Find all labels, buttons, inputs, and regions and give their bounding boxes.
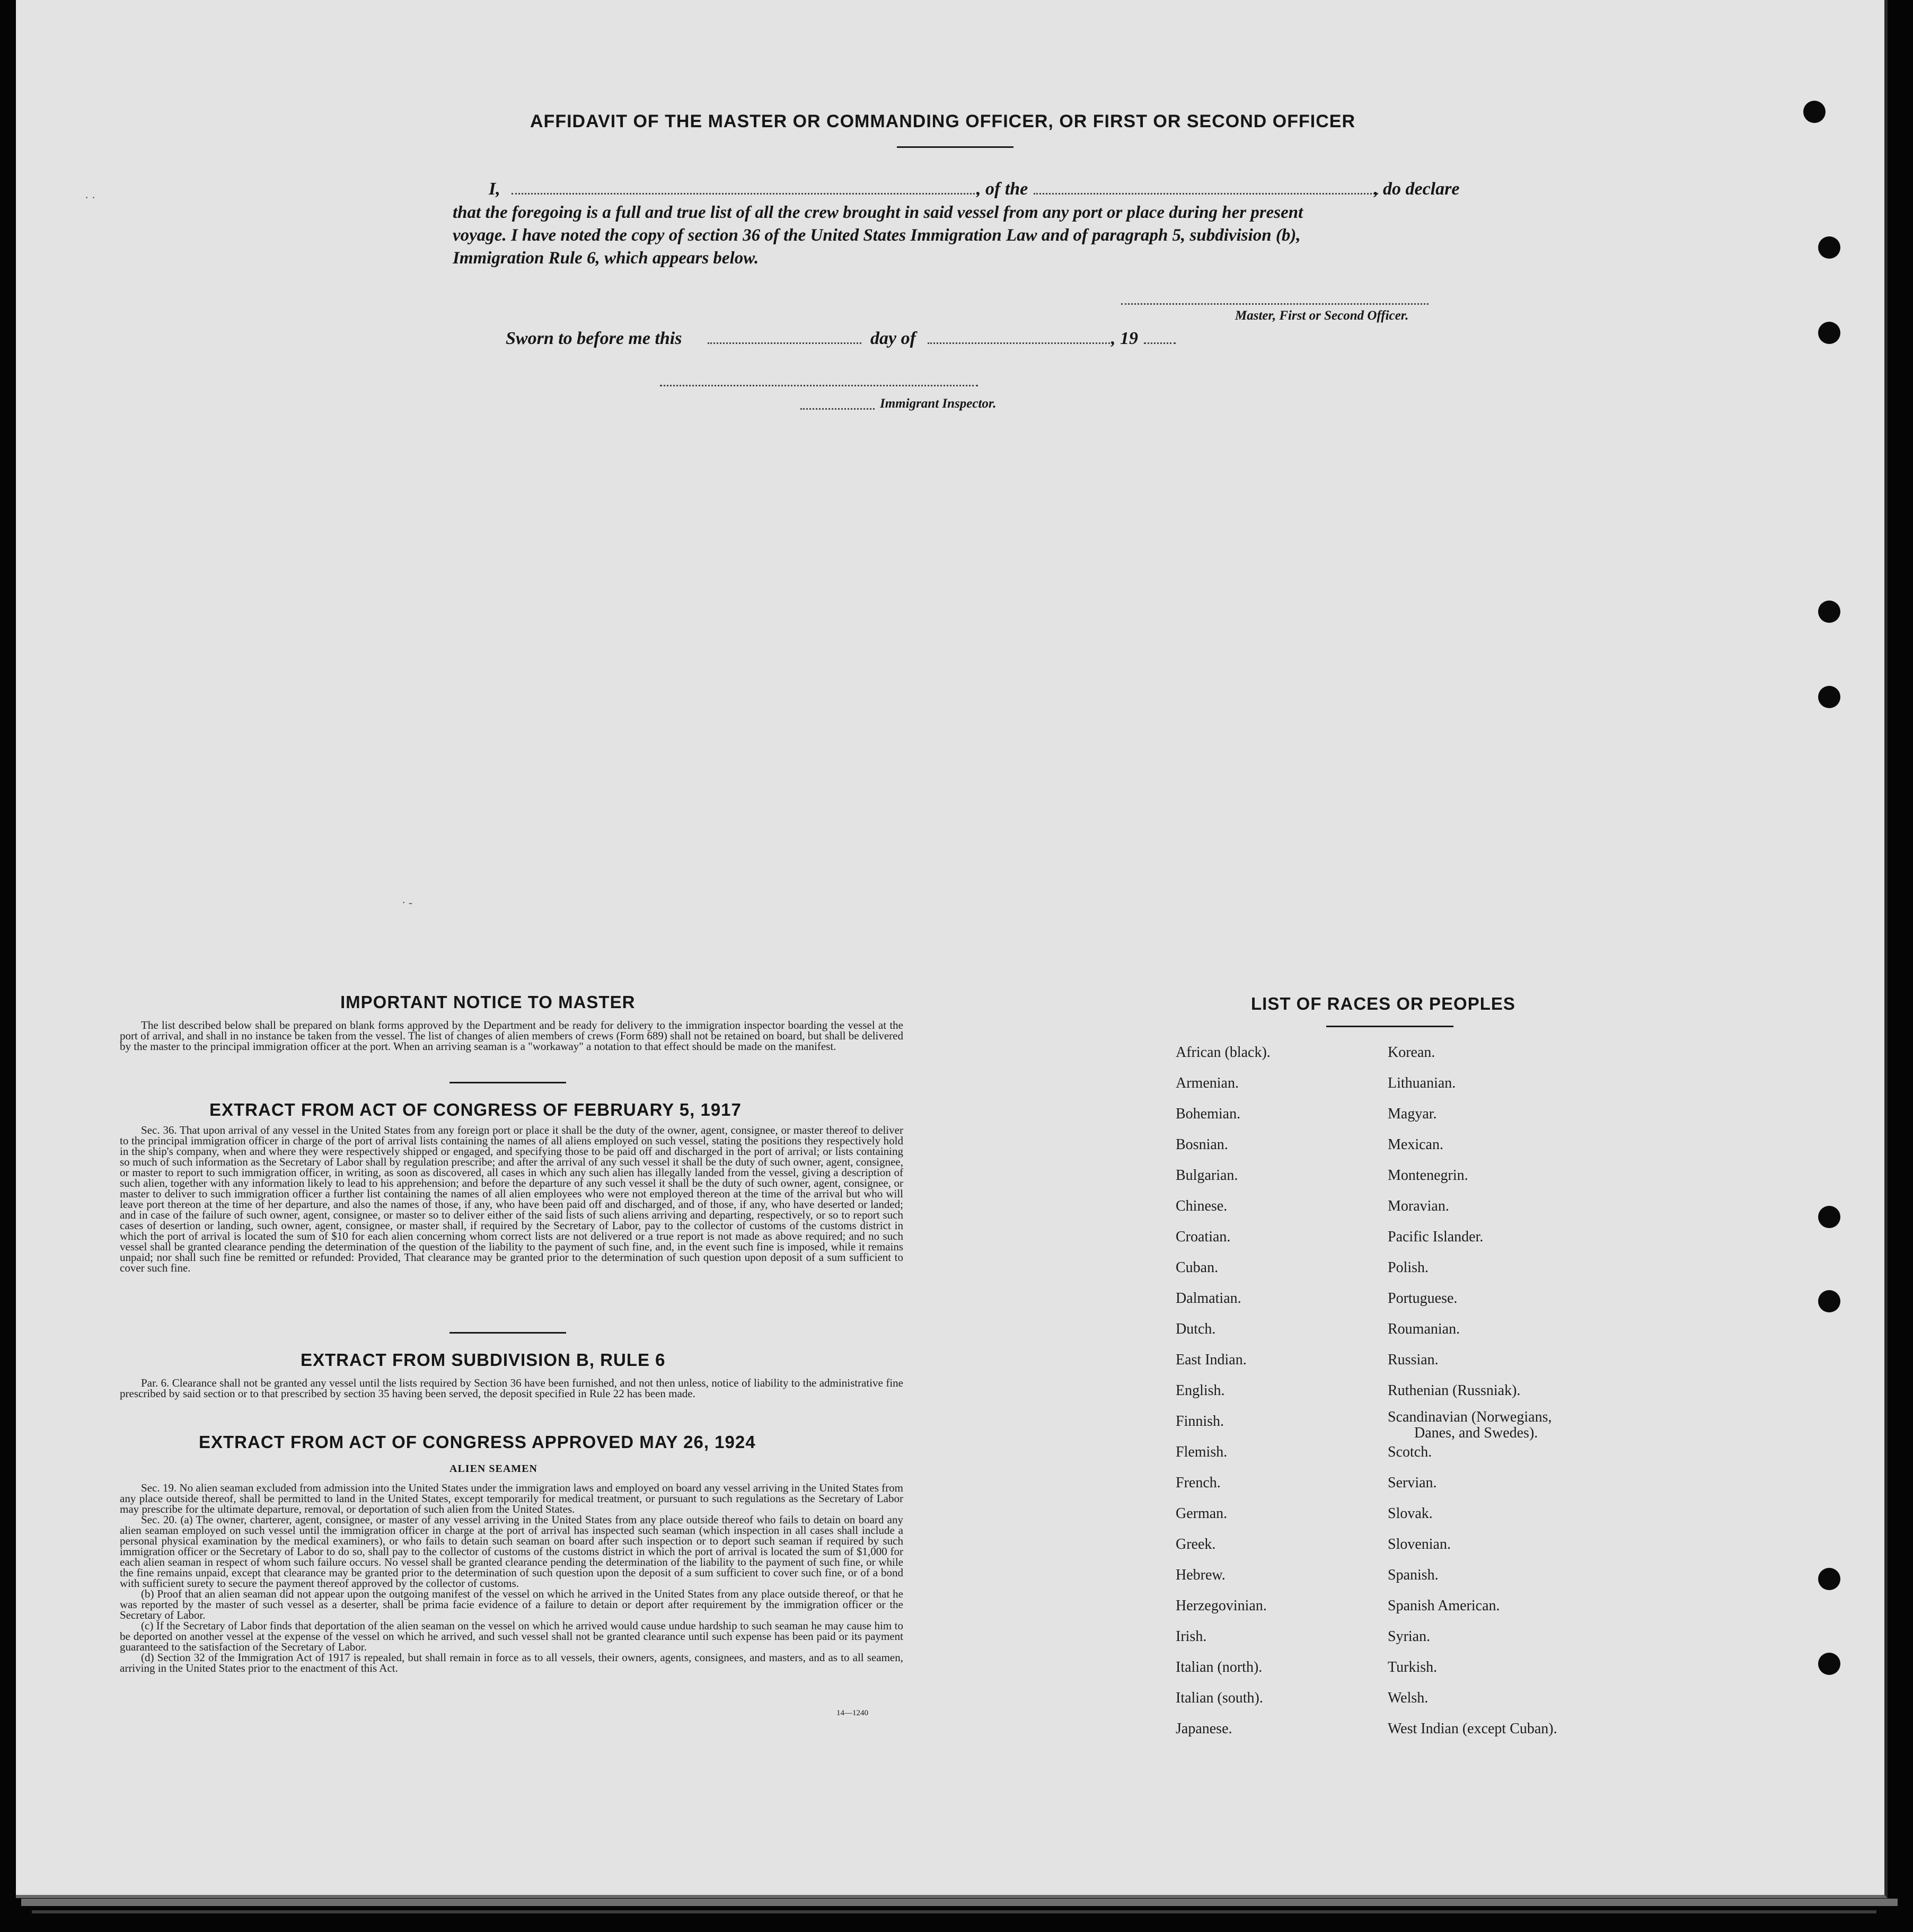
- race-item: Slovenian.: [1388, 1536, 1451, 1552]
- race-item: Japanese.: [1176, 1721, 1232, 1737]
- scan-speck: · ·: [85, 191, 96, 204]
- affidavit-line4: Immigration Rule 6, which appears below.: [453, 249, 759, 268]
- race-item: Spanish.: [1388, 1567, 1439, 1583]
- extract-rule6-text: Par. 6. Clearance shall not be granted any vessel until the lists required by Section 36 have been furnished, and not then unless, notice of liability to the administrative fine prescribed by said section or to that prescribed by section 35 having been served, the deposit specified in Rule 22 has been made.: [120, 1377, 903, 1400]
- race-item: Polish.: [1388, 1259, 1429, 1276]
- punch-hole: [1818, 686, 1840, 708]
- sworn-a: Sworn to before me this: [506, 329, 682, 348]
- notice-title: IMPORTANT NOTICE TO MASTER: [340, 992, 636, 1012]
- punch-hole: [1803, 101, 1826, 123]
- race-item: Spanish American.: [1388, 1598, 1500, 1614]
- race-item: Portuguese.: [1388, 1290, 1458, 1307]
- punch-hole: [1818, 322, 1840, 344]
- name-blank: [512, 193, 978, 195]
- race-item: Greek.: [1176, 1536, 1216, 1552]
- affidavit-title: AFFIDAVIT OF THE MASTER OR COMMANDING OFFICER, OR FIRST OR SECOND OFFICER: [530, 111, 1355, 131]
- punch-hole: [1818, 1568, 1840, 1590]
- title-divider: [897, 146, 1013, 148]
- affidavit-line3: voyage. I have noted the copy of section 36 of the United States Immigration Law and of paragraph 5, subdivision (b),: [453, 226, 1301, 245]
- race-item: Irish.: [1176, 1628, 1207, 1645]
- extract-1917-title: EXTRACT FROM ACT OF CONGRESS OF FEBRUARY 5, 1917: [209, 1100, 742, 1119]
- section-divider-1: [449, 1082, 566, 1083]
- punch-hole: [1818, 601, 1840, 623]
- race-item: Cuban.: [1176, 1259, 1219, 1276]
- race-item: Turkish.: [1388, 1659, 1438, 1675]
- race-item: Chinese.: [1176, 1198, 1228, 1214]
- race-item: West Indian (except Cuban).: [1388, 1721, 1557, 1737]
- sworn-b: day of: [870, 329, 916, 348]
- scan-edge: [32, 1910, 1876, 1913]
- extract-1917-text: Sec. 36. That upon arrival of any vessel in the United States from any foreign port or place it shall be the duty of the owner, agent, consignee, or master thereof to deliver to the principal immigration officer in charge of the port of arrival lists containing the names of all aliens employed on such vessel, stating the positions they respectively hold in the ship's company, when and where they were respectively shipped or engaged, and specifying those to be paid off and discharged in the port of arrival; or lists containing so much of such information as the Secretary of Labor shall by regulation prescribe; and after the arrival of any such vessel it shall be the duty of such owner, agent, consignee, or master to report to such immigration officer, in writing, as soon as discovered, all cases in which any such alien has illegally landed from the vessel, giving a description of such alien, together with any information likely to lead to his apprehension; and before the departure of any such vessel it shall be the duty of such owner, agent, consignee, or master to deliver to such immigration officer a further list containing the names of all alien employees who were not employed thereon at the time of the arrival but who will leave port thereon at the time of her departure, and also the names of those, if any, who have been paid off and discharged, and of those, if any, who have deserted or landed; and in case of the failure of such owner, agent, consignee, or master so to deliver either of the said lists of such aliens arriving and departing, respectively, or so to report such cases of desertion or landing, such owner, agent, consignee, or master shall, if required by the Secretary of Labor, pay to the collector of customs of the customs district in which the port of arrival is located the sum of $10 for each alien concerning whom correct lists are not delivered or a true report is not made as above required; and no such vessel shall be granted clearance pending the determination of the question of the liability to the payment of such fine, and, in the event such fine is imposed, while it remains unpaid; nor shall such fine be remitted or refunded: Provided, That clearance may be granted prior to the determination of such question upon deposit of a sum sufficient to cover such fine.: [120, 1124, 903, 1274]
- race-item: Welsh.: [1388, 1690, 1429, 1706]
- race-item: Italian (south).: [1176, 1690, 1263, 1706]
- race-item: Croatian.: [1176, 1229, 1231, 1245]
- day-blank: [708, 342, 861, 344]
- punch-hole: [1818, 1653, 1840, 1675]
- race-item: Slovak.: [1388, 1505, 1433, 1522]
- race-item: Russian.: [1388, 1352, 1439, 1368]
- year-blank: [1144, 342, 1176, 344]
- race-item: Bohemian.: [1176, 1106, 1241, 1122]
- notice-text: The list described below shall be prepared on blank forms approved by the Department and be ready for delivery to the immigration inspector boarding the vessel at the port of arrival, and shall in no instance be taken from the vessel. The list of changes of alien members of crews (Form 689) shall not be retained on board, but shall be delivered by the master to the principal immigration officer at the port. When an arriving seaman is a "workaway" a notation to that effect should be made on the manifest.: [120, 1019, 903, 1053]
- signature-label: Master, First or Second Officer.: [1235, 308, 1409, 323]
- race-item: East Indian.: [1176, 1352, 1247, 1368]
- extract-rule6-title: EXTRACT FROM SUBDIVISION B, RULE 6: [301, 1350, 666, 1370]
- affidavit-line1-b: , of the: [976, 179, 1028, 199]
- punch-hole: [1818, 1290, 1840, 1312]
- affidavit-line1-c: , do declare: [1374, 179, 1460, 199]
- extract-1924-text: Sec. 19. No alien seaman excluded from admission into the United States under the immigration laws and employed on board any vessel arriving in the United States from any place outside thereof, shall be permitted to land in the United States, except temporarily for medical treatment, or pursuant to such regulations as the Secretary of Labor may prescribe for the ultimate departure, removal, or deportation of such alien from the United States. Sec. 20. (a) The owner, charterer, agent, consignee, or master of any vessel arriving in the United States from any place outside thereof who fails to detain on board any alien seaman employed on such vessel until the immigration officer in charge at the port of arrival has inspected such seaman (which inspection in all cases shall include a personal physical examination by the medical examiners), or who fails to detain such seaman on board after such inspection or to deport such seaman if required by such immigration officer or the Secretary of Labor to do so, shall pay to the collector of customs of the customs district in which the port of arrival is located the sum of $1,000 for each alien seaman in respect of whom such failure occurs. No vessel shall be granted clearance pending the determination of the liability to the payment of such fine, or while the fine remains unpaid, except that clearance may be granted prior to the determination of such question upon the deposit of a sum sufficient to cover such fine, or of a bond with sufficient surety to secure the payment thereof approved by the collector of customs. (b) Proof that an alien seaman did not appear upon the outgoing manifest of the vessel on which he arrived in the United States from any place outside thereof, or that he was reported by the master of such vessel as a deserter, shall be prima facie evidence of a failure to detain or deport after requirement by the immigration officer or the Secretary of Labor. (c) If the Secretary of Labor finds that deportation of the alien seaman on the vessel on which he arrived would cause undue hardship to such seaman he may cause him to be deported on another vessel at the expense of the vessel on which he arrived, and such vessel shall not be granted clearance until such expense has been paid or its payment guaranteed to the satisfaction of the Secretary of Labor. (d) Section 32 of the Immigration Act of 1917 is repealed, but shall remain in force as to all vessels, their owners, agents, consignees, and masters, and as to all seamen, arriving in the United States prior to the enactment of this Act.: [120, 1481, 903, 1674]
- race-item: Dalmatian.: [1176, 1290, 1241, 1307]
- affidavit-line2: that the foregoing is a full and true list of all the crew brought in said vessel from any port or place during her present: [453, 203, 1303, 222]
- vessel-blank: [1034, 193, 1378, 195]
- signature-blank: [1121, 303, 1429, 305]
- race-item: Mexican.: [1388, 1136, 1443, 1153]
- race-item: Roumanian.: [1388, 1321, 1460, 1337]
- inspector-label: Immigrant Inspector.: [880, 396, 997, 411]
- sworn-c: , 19: [1111, 329, 1138, 348]
- race-item: Servian.: [1388, 1475, 1437, 1491]
- race-item: Magyar.: [1388, 1106, 1437, 1122]
- race-item: Ruthenian (Russniak).: [1388, 1382, 1521, 1399]
- inspector-signature-blank: [660, 385, 978, 386]
- race-item: Syrian.: [1388, 1628, 1431, 1645]
- race-item: English.: [1176, 1382, 1225, 1399]
- races-title: LIST OF RACES OR PEOPLES: [1251, 994, 1515, 1013]
- race-item: Scotch.: [1388, 1444, 1432, 1460]
- inspector-prefix-blank: [800, 408, 875, 410]
- race-item: Hebrew.: [1176, 1567, 1226, 1583]
- race-item: Bosnian.: [1176, 1136, 1228, 1153]
- race-item: Finnish.: [1176, 1413, 1224, 1430]
- race-item: Scandinavian (Norwegians,: [1388, 1409, 1552, 1425]
- scan-speck: · -: [402, 896, 413, 909]
- races-title-divider: [1326, 1026, 1453, 1027]
- race-item: Bulgarian.: [1176, 1167, 1238, 1184]
- race-item: Montenegrin.: [1388, 1167, 1468, 1184]
- race-item: French.: [1176, 1475, 1221, 1491]
- race-item: Italian (north).: [1176, 1659, 1263, 1675]
- race-item: Korean.: [1388, 1044, 1435, 1061]
- affidavit-line1-a: I,: [489, 179, 500, 199]
- extract-1924-title: EXTRACT FROM ACT OF CONGRESS APPROVED MAY 26, 1924: [199, 1432, 756, 1452]
- punch-hole: [1818, 1206, 1840, 1228]
- section-divider-2: [449, 1332, 566, 1334]
- race-item: Danes, and Swedes).: [1414, 1425, 1538, 1441]
- form-number: 14—1240: [836, 1709, 868, 1717]
- punch-hole: [1818, 236, 1840, 259]
- race-item: Flemish.: [1176, 1444, 1228, 1460]
- scan-edge: [21, 1899, 1898, 1906]
- race-item: Lithuanian.: [1388, 1075, 1456, 1091]
- race-item: Pacific Islander.: [1388, 1229, 1484, 1245]
- race-item: African (black).: [1176, 1044, 1271, 1061]
- month-blank: [928, 342, 1113, 344]
- race-item: Dutch.: [1176, 1321, 1216, 1337]
- race-item: Armenian.: [1176, 1075, 1239, 1091]
- race-item: German.: [1176, 1505, 1228, 1522]
- race-item: Moravian.: [1388, 1198, 1449, 1214]
- race-item: Herzegovinian.: [1176, 1598, 1267, 1614]
- alien-seamen-subtitle: ALIEN SEAMEN: [449, 1463, 537, 1475]
- document-page: [16, 0, 1888, 1898]
